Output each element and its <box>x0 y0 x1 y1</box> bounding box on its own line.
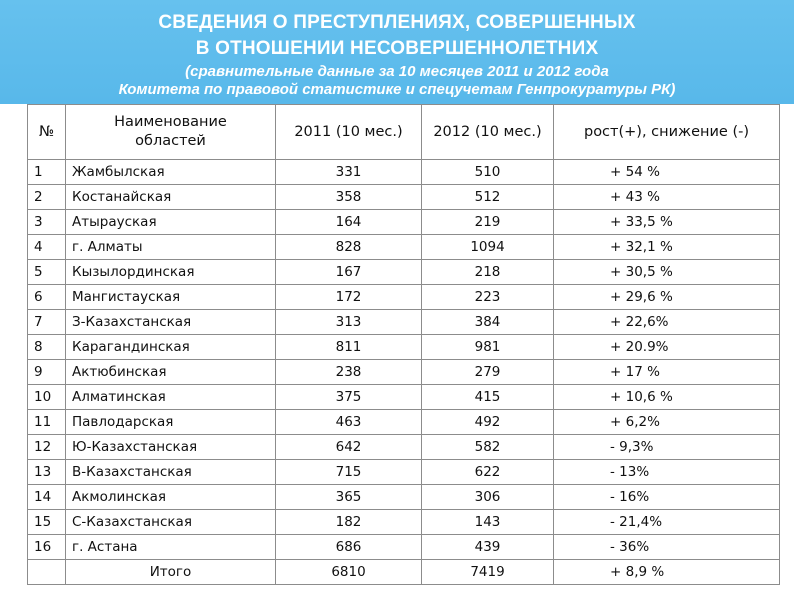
page-title-line2: В ОТНОШЕНИИ НЕСОВЕРШЕННОЛЕТНИХ <box>195 38 599 59</box>
row-region: В-Казахстанская <box>66 460 276 485</box>
row-2012: 582 <box>422 435 554 460</box>
header-num: № <box>28 105 66 160</box>
header-change: рост(+), снижение (-) <box>554 105 780 160</box>
row-2011: 828 <box>276 235 422 260</box>
row-num: 12 <box>28 435 66 460</box>
page-title-line1: СВЕДЕНИЯ О ПРЕСТУПЛЕНИЯХ, СОВЕРШЕННЫХ <box>158 12 636 33</box>
row-2011: 172 <box>276 285 422 310</box>
row-region: г. Астана <box>66 535 276 560</box>
row-region: Актюбинская <box>66 360 276 385</box>
table-row <box>28 485 780 510</box>
row-2011: 642 <box>276 435 422 460</box>
row-region: г. Алматы <box>66 235 276 260</box>
header-2011: 2011 (10 мес.) <box>276 105 422 160</box>
row-2012: 1094 <box>422 235 554 260</box>
table-row <box>28 460 780 485</box>
row-2011: 358 <box>276 185 422 210</box>
row-region: Костанайская <box>66 185 276 210</box>
row-region: Мангистауская <box>66 285 276 310</box>
row-num: 11 <box>28 410 66 435</box>
table-row <box>28 335 780 360</box>
row-num: 4 <box>28 235 66 260</box>
table-row <box>28 235 780 260</box>
row-num: 14 <box>28 485 66 510</box>
table-row <box>28 510 780 535</box>
row-2011: 686 <box>276 535 422 560</box>
total-row <box>28 560 780 585</box>
row-2012: 439 <box>422 535 554 560</box>
table-row <box>28 285 780 310</box>
table-row <box>28 385 780 410</box>
row-region: З-Казахстанская <box>66 310 276 335</box>
table-row <box>28 535 780 560</box>
row-region: Карагандинская <box>66 335 276 360</box>
row-change: + 22,6% <box>554 310 780 335</box>
row-2011: 182 <box>276 510 422 535</box>
row-region: Кызылординская <box>66 260 276 285</box>
row-2012: 415 <box>422 385 554 410</box>
row-region: Алматинская <box>66 385 276 410</box>
row-2011: 463 <box>276 410 422 435</box>
row-2012: 622 <box>422 460 554 485</box>
row-num: 15 <box>28 510 66 535</box>
total-2012: 7419 <box>422 560 554 585</box>
row-region: С-Казахстанская <box>66 510 276 535</box>
row-2011: 164 <box>276 210 422 235</box>
row-2012: 512 <box>422 185 554 210</box>
total-num-cell <box>28 560 66 585</box>
row-2012: 510 <box>422 160 554 185</box>
row-change: - 36% <box>554 535 780 560</box>
row-2011: 365 <box>276 485 422 510</box>
table-row <box>28 210 780 235</box>
row-2012: 981 <box>422 335 554 360</box>
row-region: Ю-Казахстанская <box>66 435 276 460</box>
row-num: 1 <box>28 160 66 185</box>
header-2012: 2012 (10 мес.) <box>422 105 554 160</box>
row-num: 3 <box>28 210 66 235</box>
table-row <box>28 410 780 435</box>
row-region: Акмолинская <box>66 485 276 510</box>
row-2012: 279 <box>422 360 554 385</box>
row-2012: 492 <box>422 410 554 435</box>
row-2011: 375 <box>276 385 422 410</box>
row-change: + 54 % <box>554 160 780 185</box>
table-header-row <box>28 105 780 160</box>
row-2011: 167 <box>276 260 422 285</box>
row-num: 13 <box>28 460 66 485</box>
row-change: + 6,2% <box>554 410 780 435</box>
title-banner <box>0 0 794 104</box>
table-row <box>28 310 780 335</box>
total-change: + 8,9 % <box>554 560 780 585</box>
row-region: Атырауская <box>66 210 276 235</box>
row-2012: 306 <box>422 485 554 510</box>
row-change: + 10,6 % <box>554 385 780 410</box>
row-2011: 715 <box>276 460 422 485</box>
row-num: 6 <box>28 285 66 310</box>
row-change: - 21,4% <box>554 510 780 535</box>
row-change: - 9,3% <box>554 435 780 460</box>
row-change: + 29,6 % <box>554 285 780 310</box>
table-row <box>28 360 780 385</box>
row-change: + 33,5 % <box>554 210 780 235</box>
row-2011: 811 <box>276 335 422 360</box>
row-2011: 313 <box>276 310 422 335</box>
page-subtitle-line2: Комитета по правовой статистике и спецучетам Генпрокуратуры РК) <box>118 81 676 98</box>
row-change: - 13% <box>554 460 780 485</box>
row-change: - 16% <box>554 485 780 510</box>
row-num: 5 <box>28 260 66 285</box>
row-change: + 43 % <box>554 185 780 210</box>
row-2011: 331 <box>276 160 422 185</box>
row-2012: 384 <box>422 310 554 335</box>
row-num: 10 <box>28 385 66 410</box>
row-num: 9 <box>28 360 66 385</box>
row-change: + 32,1 % <box>554 235 780 260</box>
row-2012: 218 <box>422 260 554 285</box>
row-num: 8 <box>28 335 66 360</box>
table-row <box>28 185 780 210</box>
total-2011: 6810 <box>276 560 422 585</box>
table-row <box>28 260 780 285</box>
header-region: Наименование областей <box>66 105 276 160</box>
total-label: Итого <box>66 560 276 585</box>
page-subtitle-line1: (сравнительные данные за 10 месяцев 2011 и 2012 года <box>185 63 609 80</box>
row-2012: 223 <box>422 285 554 310</box>
table-row <box>28 435 780 460</box>
row-change: + 17 % <box>554 360 780 385</box>
row-region: Жамбылская <box>66 160 276 185</box>
row-2011: 238 <box>276 360 422 385</box>
row-num: 16 <box>28 535 66 560</box>
row-num: 2 <box>28 185 66 210</box>
row-2012: 219 <box>422 210 554 235</box>
row-2012: 143 <box>422 510 554 535</box>
row-region: Павлодарская <box>66 410 276 435</box>
statistics-table <box>27 104 780 585</box>
row-change: + 20.9% <box>554 335 780 360</box>
table-row <box>28 160 780 185</box>
row-change: + 30,5 % <box>554 260 780 285</box>
row-num: 7 <box>28 310 66 335</box>
